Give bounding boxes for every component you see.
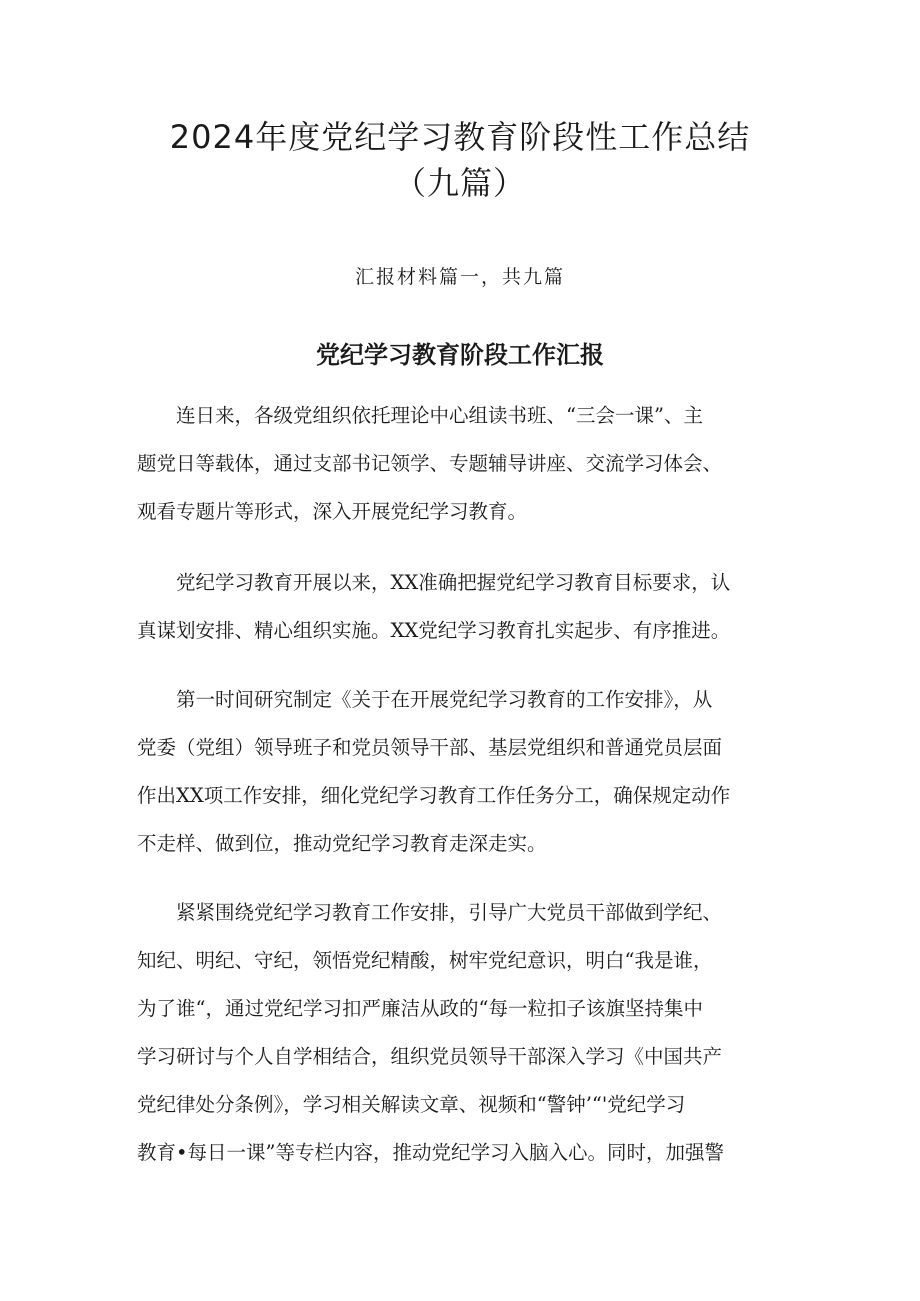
paragraph-line: 党纪学习教育开展以来，XX准确把握党纪学习教育目标要求，认 xyxy=(137,571,731,594)
paragraph-line: 真谋划安排、精心组织实施。XX党纪学习教育扎实起步、有序推进。 xyxy=(137,619,731,642)
paragraph xyxy=(137,889,797,1177)
paragraph-line: 观看专题片等形式，深入开展党纪学习教育。 xyxy=(137,500,528,523)
paragraph-line: 教育•每日一课”等专栏内容，推动党纪学习入脑入心。同时，加强警 xyxy=(137,1141,724,1164)
paragraph-line: 第一时间研究制定《关于在开展党纪学习教育的工作安排》，从 xyxy=(137,688,713,711)
paragraph-line: 不走样、做到位，推动党纪学习教育走深走实。 xyxy=(137,832,547,855)
paragraph xyxy=(137,559,797,655)
paragraph-line: 紧紧围绕党纪学习教育工作安排，引导广大党员干部做到学纪、 xyxy=(137,901,723,924)
paragraph-line: 作出XX项工作安排，细化党纪学习教育工作任务分工，确保规定动作 xyxy=(137,784,731,807)
paragraph-line: 连日来，各级党组织依托理论中心组读书班、“三会一课”、主 xyxy=(137,404,703,427)
paragraph-line: 党委（党组）领导班子和党员领导干部、基层党组织和普通党员层面 xyxy=(137,736,723,759)
section-title: 党纪学习教育阶段工作汇报 xyxy=(316,341,604,369)
document-title-subtitle: （九篇） xyxy=(393,164,526,202)
paragraph-line: 党纪律处分条例》，学习相关解读文章、视频和“警钟’“'党纪学习 xyxy=(137,1093,686,1116)
series-label: 汇报材料篇一，共九篇 xyxy=(354,266,565,288)
paragraph xyxy=(137,676,797,868)
paragraph-line: 题党日等载体，通过支部书记领学、专题辅导讲座、交流学习体会、 xyxy=(137,452,723,475)
paragraph-line: 为了谁“，通过党纪学习扣严廉洁从政的“每一粒扣子该旗坚持集中 xyxy=(137,997,703,1020)
document-title: 2024年度党纪学习教育阶段性工作总结 xyxy=(169,118,751,156)
paragraph-line: 学习研讨与个人自学相结合，组织党员领导干部深入学习《中国共产 xyxy=(137,1045,723,1068)
paragraph xyxy=(137,392,797,536)
paragraph-line: 知纪、明纪、守纪，领悟党纪精酸，树牢党纪意识，明白“我是谁， xyxy=(137,949,713,972)
